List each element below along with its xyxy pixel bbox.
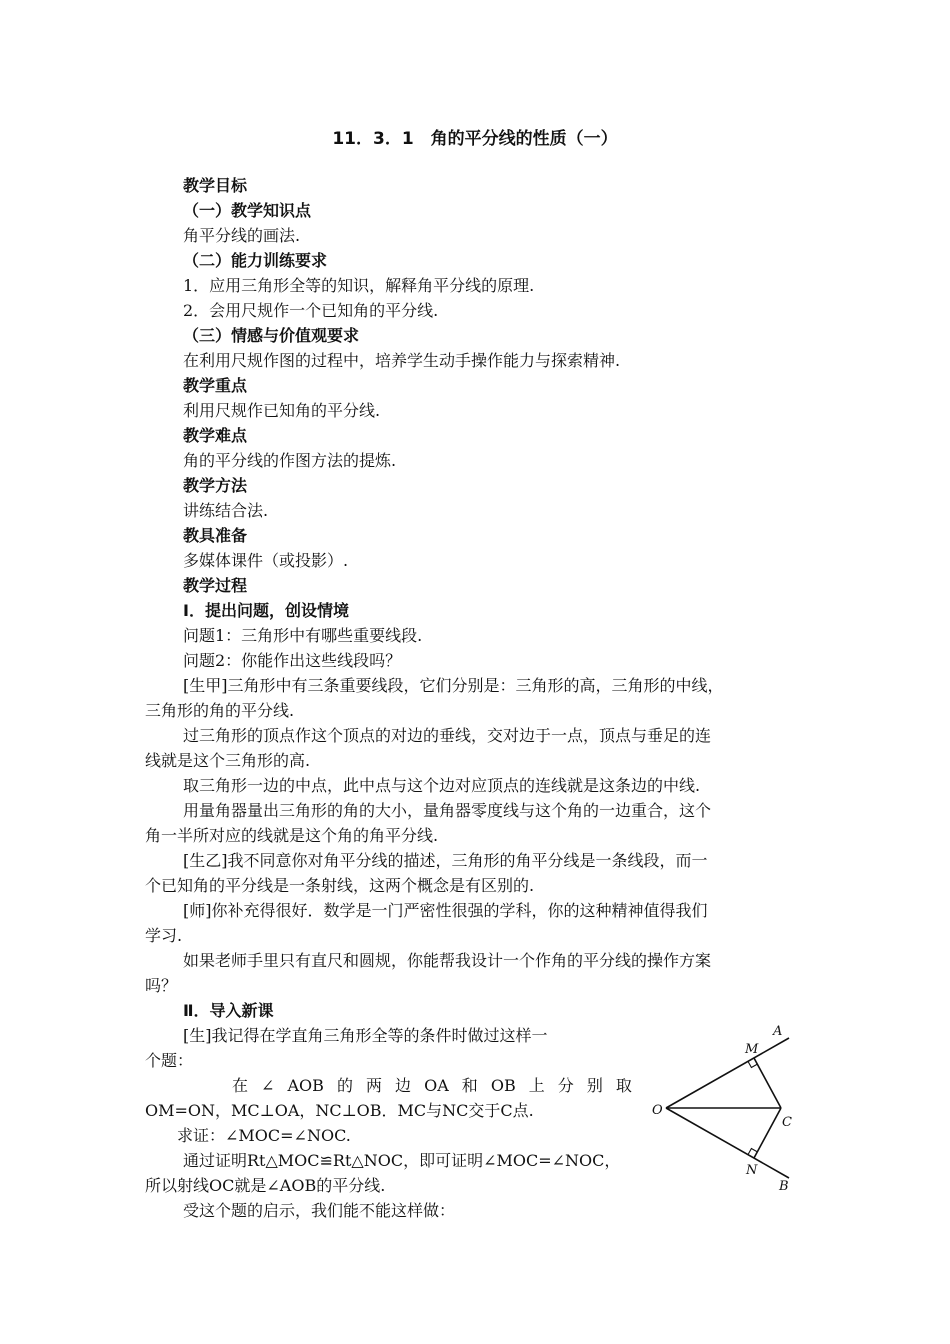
tools-heading: 教具准备 xyxy=(183,526,248,545)
emotion-heading: （三）情感与价值观要求 xyxy=(183,326,360,345)
paragraph-7-line-1: 如果老师手里只有直尺和圆规，你能帮我设计一个作角的平分线的操作方案 xyxy=(183,951,712,970)
tools-text: 多媒体课件（或投影）. xyxy=(183,551,349,570)
paragraph-1-line-2: 三角形的角的平分线. xyxy=(145,701,295,720)
spaced-char: 上 xyxy=(528,1076,545,1095)
knowledge-text: 角平分线的画法. xyxy=(183,226,301,245)
segment-mc xyxy=(754,1058,781,1108)
paragraph-9-line-2: OM=ON，MC⊥OA，NC⊥OB．MC与NC交于C点. xyxy=(145,1101,534,1120)
paragraph-4-line-1: 用量角器量出三角形的角的大小，量角器零度线与这个角的一边重合，这个 xyxy=(183,801,712,820)
paragraph-8-line-2: 个题： xyxy=(145,1051,194,1070)
paragraph-2-line-1: 过三角形的顶点作这个顶点的对边的垂线，交对边于一点，顶点与垂足的连 xyxy=(183,726,712,745)
spaced-char: 分 xyxy=(557,1076,574,1095)
spaced-char: OB xyxy=(490,1076,516,1095)
paragraph-12: 受这个题的启示，我们能不能这样做： xyxy=(183,1201,456,1220)
paragraph-5-line-2: 个已知角的平分线是一条射线，这两个概念是有区别的. xyxy=(145,876,535,895)
spaced-char: ∠ xyxy=(261,1076,275,1095)
ray-ob xyxy=(666,1108,789,1178)
objectives-heading: 教学目标 xyxy=(183,176,248,195)
key-point-text: 利用尺规作已知角的平分线. xyxy=(183,401,381,420)
label-n: N xyxy=(746,1163,758,1178)
method-heading: 教学方法 xyxy=(183,476,248,495)
page-title: 11．3．1 角的平分线的性质（一） xyxy=(332,129,618,149)
spaced-char: AOB xyxy=(287,1076,324,1095)
label-a: A xyxy=(773,1024,783,1039)
label-o: O xyxy=(652,1103,663,1118)
paragraph-1-line-1: [生甲]三角形中有三条重要线段，它们分别是：三角形的高，三角形的中线， xyxy=(183,676,724,695)
proof-statement: 求证：∠MOC=∠NOC. xyxy=(177,1126,351,1145)
label-b: B xyxy=(779,1179,789,1194)
key-point-heading: 教学重点 xyxy=(183,376,248,395)
ability-item-1: 1．应用三角形全等的知识，解释角平分线的原理. xyxy=(183,276,535,295)
paragraph-6-line-2: 学习. xyxy=(145,926,183,945)
process-heading: 教学过程 xyxy=(183,576,248,595)
paragraph-2-line-2: 线就是这个三角形的高. xyxy=(145,751,311,770)
paragraph-4-line-2: 角一半所对应的线就是这个角的角平分线. xyxy=(145,826,439,845)
question-1: 问题1：三角形中有哪些重要线段. xyxy=(183,626,423,645)
spaced-char: 边 xyxy=(395,1076,412,1095)
segment-nc xyxy=(754,1108,781,1158)
paragraph-3: 取三角形一边的中点，此中点与这个边对应顶点的连线就是这条边的中线. xyxy=(183,776,701,795)
part2-heading: Ⅱ．导入新课 xyxy=(183,1001,274,1020)
paragraph-11-line-2: 所以射线OC就是∠AOB的平分线. xyxy=(145,1176,386,1195)
paragraph-11-line-1: 通过证明Rt△MOC≌Rt△NOC，即可证明∠MOC=∠NOC， xyxy=(183,1151,621,1170)
paragraph-9-line-1 xyxy=(232,1074,632,1098)
difficulty-heading: 教学难点 xyxy=(183,426,248,445)
spaced-char: 在 xyxy=(232,1076,249,1095)
spaced-char: OA xyxy=(424,1076,449,1095)
spaced-char: 取 xyxy=(615,1076,632,1095)
paragraph-7-line-2: 吗？ xyxy=(145,976,178,995)
knowledge-heading: （一）教学知识点 xyxy=(183,201,312,220)
label-c: C xyxy=(782,1115,792,1130)
difficulty-text: 角的平分线的作图方法的提炼. xyxy=(183,451,397,470)
spaced-char: 别 xyxy=(586,1076,603,1095)
part1-heading: Ⅰ．提出问题，创设情境 xyxy=(183,601,349,620)
label-m: M xyxy=(745,1042,759,1057)
angle-bisector-diagram xyxy=(646,1018,806,1198)
method-text: 讲练结合法. xyxy=(183,501,269,520)
ability-heading: （二）能力训练要求 xyxy=(183,251,328,270)
spaced-char: 的 xyxy=(336,1076,353,1095)
emotion-text: 在利用尺规作图的过程中，培养学生动手操作能力与探索精神. xyxy=(183,351,621,370)
question-2: 问题2：你能作出这些线段吗？ xyxy=(183,651,402,670)
ray-oa xyxy=(666,1038,789,1108)
paragraph-6-line-1: [师]你补充得很好．数学是一门严密性很强的学科，你的这种精神值得我们 xyxy=(183,901,708,920)
paragraph-5-line-1: [生乙]我不同意你对角平分线的描述，三角形的角平分线是一条线段，而一 xyxy=(183,851,708,870)
ability-item-2: 2．会用尺规作一个已知角的平分线. xyxy=(183,301,439,320)
spaced-char: 两 xyxy=(366,1076,383,1095)
spaced-char: 和 xyxy=(461,1076,478,1095)
paragraph-8-line-1: [生]我记得在学直角三角形全等的条件时做过这样一 xyxy=(183,1026,548,1045)
